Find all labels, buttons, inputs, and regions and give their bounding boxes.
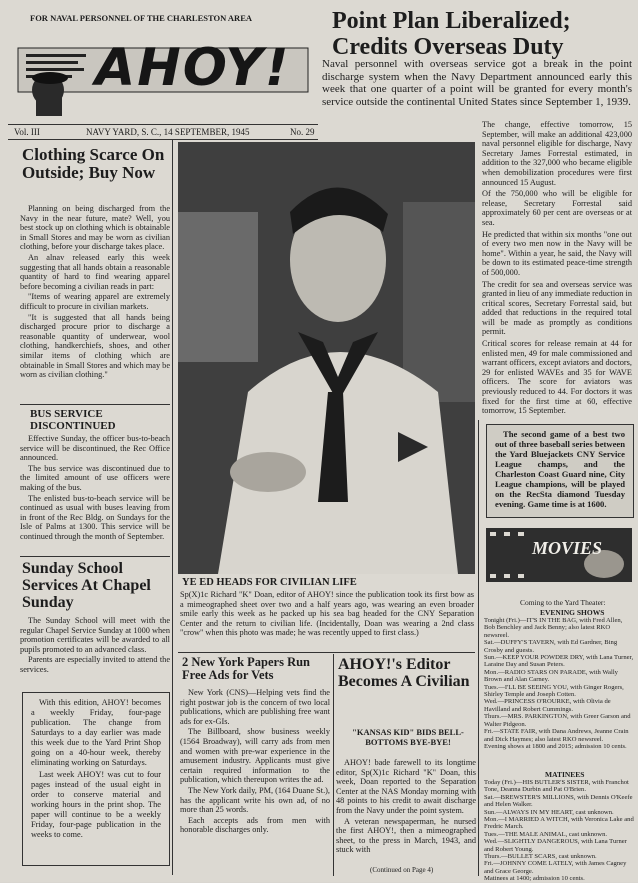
editor-photo [178,142,475,574]
sunday-headline: Sunday School Services At Chapel Sunday [22,560,151,611]
photo-caption-head: YE ED HEADS FOR CIVILIAN LIFE [182,577,357,588]
lead-headline-2: Credits Overseas Duty [332,34,564,60]
evening-item: Thurs.—MRS. PARKINGTON, with Greer Garson and Walter Pidgeon. [484,713,631,728]
evening-item: Tonight (Fri.)—IT'S IN THE BAG, with Fred Allen, Bob Benchley and Jack Benny; also latest RKO newsreel. [484,617,623,639]
editor-p1: AHOY! bade farewell to its longtime editor, Sp(X)1c Richard "K" Doan, this week, Doan reported to the Separation Center at the NAS Monday morning with 48 points to his credit to await discharge from the Navy under the point system. [336,758,476,815]
matinee-item: Fri.—JOHNNY COME LATELY, with James Cagney and Grace George. [484,860,627,875]
matinee-item: Sun.—ALWAYS IN MY HEART, cast unknown. [484,808,614,816]
ny-papers-headline: 2 New York Papers Run Free Ads for Vets [182,655,311,682]
matinee-item: Wed.—SLIGHTLY DANGEROUS, with Lana Turner and Robert Young. [484,838,627,853]
lead-para-2: The change, effective tomorrow, 15 September, will make an additional 423,000 naval personnel eligible for discharge, Navy Secretary James Forrestal estimated, in addition to the 327,000 who became eligible when demobilization procedures were first announced 15 August. [482,120,632,187]
bus-p2: The bus service was discontinued due to the limited amount of use officers were making of the bus. [20,463,170,492]
photo-caption-text: Sp(X)1c Richard "K" Doan, editor of AHOY! since the publication took its first bow as a mimeographed sheet over two and a half years ago, was wearing an even broader smile early this week as he packed up his sea bag headed for the CNY Separation Center and the return to civilian life. (Incidentally, Doan was wearing a 2nd class "crow" when this photo was made; he was recently upped to first class.) [180,590,474,638]
evening-item: Sat.—DUFFY'S TAVERN, with Ed Gardner, Bing Crosby and guests. [484,639,618,654]
evening-list [484,617,634,777]
clothing-headline: Clothing Scarce On Outside; Buy Now [22,145,165,182]
matinee-item: Sat.—BREWSTER'S MILLIONS, with Dennis O'Keefe and Helen Walker. [484,793,633,809]
matinee-list [484,779,634,883]
dateline: NAVY YARD, S. C., 14 SEPTEMBER, 1945 [86,127,250,137]
sunday-body [20,616,170,686]
matinee-item: Today (Fri.)—HIS BUTLER'S SISTER, with Franchot Tone, Deanna Durbin and Pat O'Brien. [484,779,629,794]
clothing-p3: "Items of wearing apparel are extremely difficult to procure in civilian markets. [20,292,170,311]
ny-p4: Each accepts ads from men with honorable discharges only. [180,815,330,835]
bus-p3: The enlisted bus-to-beach service will be continued as usual with buses leaving from in front of the Rec Bldg. on Sundays for the Isle of Palms at 1300. This service will be continued through the month of September. [20,493,170,541]
lead-headline-1: Point Plan Liberalized; [332,8,571,34]
lead-para-4: He predicted that within six months "one out of every two men now in the Navy will be home". Within a year, he said, the Navy will be down to its estimated peace-time strength of 500,000. [482,229,632,277]
baseball-text: The second game of a best two out of three baseball series between the Yard Bluejackets CNY Service League champs, and the Charleston Coast Guard nine, City League champions, will be played on the RecSta diamond Tuesday evening. Game time is at 1600. [495,429,625,509]
evening-item: Tues.—I'LL BE SEEING YOU, with Ginger Rogers, Shirley Temple and Joseph Cotten. [484,683,624,699]
evening-item: Fri.—STATE FAIR, with Dana Andrews, Jeanne Crain and Dick Haymes; also latest RKO newsreel. [484,728,629,743]
clothing-p4: "It is suggested that all hands being discharged procure prior to discharge a reasonable quantity of underwear, wool clothing, handkerchiefs, shoes, and other similar items of clothing which are obtainable in Small Stores and which may be worn as civilian clothing." [20,312,171,380]
evening-item: Wed.—PRINCESS O'ROURKE, with Olivia de Havilland and Robert Cummings. [484,698,611,713]
sunday-p1: The Sunday School will meet with the regular Chapel Service Sunday at 1000 when promotion certificates will be awarded to all pupils promoted to an advanced class. [20,616,170,654]
matinee-item: Thurs.—BULLET SCARS, cast unknown. [484,853,597,861]
matinee-head: MATINEES [545,770,585,779]
matinee-item: Mon.—I MARRIED A WITCH, with Veronica Lake and Fredric March. [484,816,634,831]
clothing-body [20,204,170,402]
masthead-tagline: FOR NAVAL PERSONNEL OF THE CHARLESTON AREA [30,13,253,23]
editor-subhead: "KANSAS KID" BIDS BELL-BOTTOMS BYE-BYE! [352,727,464,747]
bus-p1: Effective Sunday, the officer bus-to-beach service will be discontinued, the Rec Office announced. [20,434,170,463]
baseball-box [486,424,634,518]
issue-number: No. 29 [290,127,315,137]
sunday-p2: Parents are especially invited to attend the services. [20,655,170,674]
lead-column [482,120,632,420]
movies-title: MOVIES [532,538,603,558]
editor-p2: A veteran newspaperman, he nursed the first AHOY!, then a mimeographed sheet, to the press in March, 1943, and stuck with [336,816,476,855]
sailor-portrait-icon [178,142,475,574]
clothing-p1: Planning on being discharged from the Navy in the near future, mate? Well, you best stock up on clothing which is obtainable in Small Stores and may be worn as civilian clothing, before your discharge takes place. [20,204,170,252]
editor-continued: (Continued on Page 4) [370,866,434,874]
matinee-item: Tues.—THE MALE ANIMAL, cast unknown. [484,830,608,838]
bus-headline: BUS SERVICE DISCONTINUED [30,408,116,432]
ny-p2: The Billboard, show business weekly (1564 Broadway), will carry ads from men and women with pre-war experience in the amusement industry. Applicants must give certain required information to the publication, which thereupon writes the ad. [180,727,330,785]
lead-para-3: Of the 750,000 who will be eligible for release, Secretary Forrestal said approximately 60 per cent are overseas or at sea. [482,189,632,227]
notice-p1: With this edition, AHOY! becomes a weekly Friday, four-page publication. The change from Saturdays to a day earlier was made this week due to the Yard Print Shop going on a 40-hour week, thereby eliminating working on Saturdays. [31,698,161,767]
matinee-item: Matinees at 1400; admission 10 cents. [484,875,585,883]
lead-para-6: Critical scores for release remain at 44 for enlisted men, 49 for male commissioned and warrant officers, except aviators and doctors, 29 for enlisted WAVEs and 35 for WAVE officers. The score for aviators was previously reduced to 44. For doctors it was fixed for the first time at 60, effective tomorrow, 15 September. [482,339,632,416]
editor-headline: AHOY!'s Editor Becomes A Civilian [338,656,470,690]
ny-papers-body [180,688,330,876]
movies-intro: Coming to the Yard Theater: [520,598,606,607]
lead-para-5: The credit for sea and overseas service was granted in lieu of any immediate reduction in critical scores, Secretary Forrestal said, but added that reductions in the required total will be made as promptly as conditions permit. [482,279,632,337]
volume-label: Vol. III [14,127,40,137]
notice-box [22,692,170,866]
bus-body [20,434,170,554]
notice-p2: Last week AHOY! was cut to four pages instead of the usual eight in order to conserve material and working hours in the print shop. The paper will continue to be a weekly Friday, four-page publication in the weeks to come. [31,770,161,839]
ny-p3: The New York daily, PM, (164 Duane St.), has the applicant write his own ad, of no more than 25 words. [180,785,330,815]
masthead-title: AHOY! [95,38,291,98]
ny-p1: New York (CNS)—Helping vets find the right postwar job is the concern of two local publications, which are publishing free want ads for ex-GIs. [180,688,330,726]
notice-body [31,698,161,840]
evening-item: Mon.—RADIO STARS ON PARADE, with Wally Brown and Alan Carney. [484,668,618,684]
evening-head: EVENING SHOWS [540,608,605,617]
evening-item: Sun.—KEEP YOUR POWDER DRY, with Lana Turner, Laraine Day and Susan Peters. [484,654,634,669]
editor-body [336,758,476,866]
clothing-p2: An alnav released early this week suggesting that all hands obtain a reasonable quantity of hard to find wearing apparel before becoming a civilian reads in part: [20,252,170,291]
lead-intro: Naval personnel with overseas service got a break in the point discharge system when the Navy Department announced early this week that one quarter of a point will be granted for every month's service outside the continental United States since September 1, 1939. [322,58,632,108]
evening-item: Evening shows at 1800 and 2015; admission 10 cents. [484,742,627,750]
